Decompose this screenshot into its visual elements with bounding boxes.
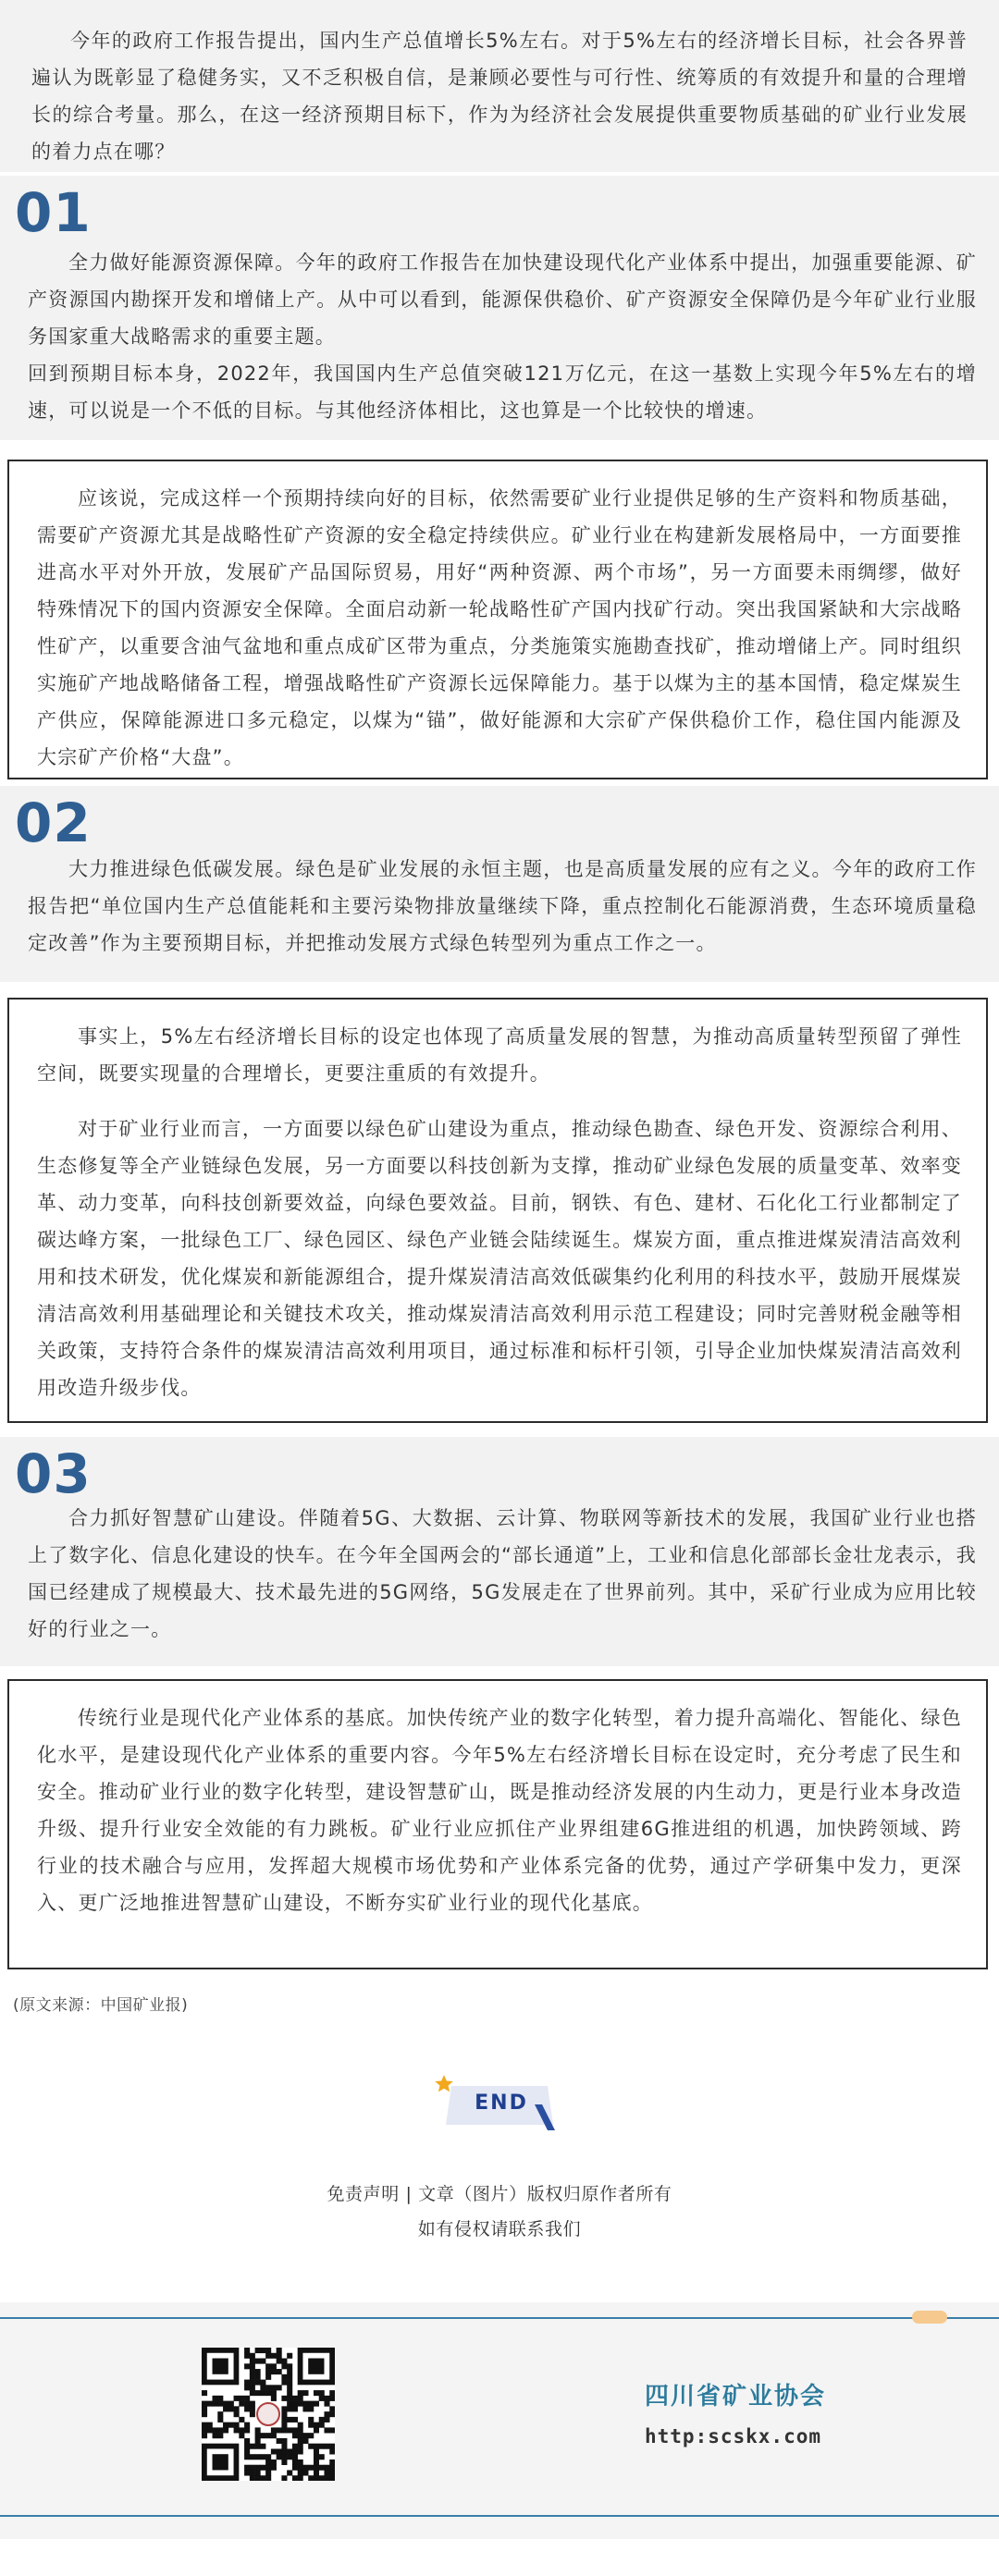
- org-name: 四川省矿业协会: [645, 2383, 827, 2410]
- end-badge: [435, 2067, 574, 2141]
- footer-bottom-line: [0, 2515, 999, 2517]
- intro-paragraph: 今年的政府工作报告提出，国内生产总值增长5%左右。对于5%左右的经济增长目标，社会各界普遍认为既彰显了稳健务实，又不乏积极自信，是兼顾必要性与可行性、统筹质的有效提升和量的合理增长的综合考量。那么，在这一经济预期目标下，作为为经济社会发展提供重要物质基础的矿业行业发展的着力点在哪？: [31, 30, 968, 163]
- disclaimer-line-2: 如有侵权请联系我们: [417, 2219, 582, 2239]
- source-note: (原文来源：中国矿业报): [13, 1996, 189, 2015]
- section-01-lead-2: 回到预期目标本身，2022年，我国国内生产总值突破121万亿元，在这一基数上实现今年5%左右的增速，可以说是一个不低的目标。与其他经济体相比，这也算是一个比较快的增速。: [28, 362, 977, 422]
- section-02-lead: 大力推进绿色低碳发展。绿色是矿业发展的永恒主题，也是高质量发展的应有之义。今年的政府工作报告把“单位国内生产总值能耗和主要污染物排放量继续下降，重点控制化石能源消费，生态环境质量稳定改善”作为主要预期目标，并把推动发展方式绿色转型列为重点工作之一。: [28, 858, 977, 954]
- section-02-block: [0, 786, 999, 982]
- section-02-box-paragraph-2: 对于矿业行业而言，一方面要以绿色矿山建设为重点，推动绿色勘查、绿色开发、资源综合利用、生态修复等全产业链绿色发展，另一方面要以科技创新为支撑，推动矿业绿色发展的质量变革、效率变革、动力变革，向科技创新要效益，向绿色要效益。目前，钢铁、有色、建材、石化化工行业都制定了碳达峰方案，一批绿色工厂、绿色园区、绿色产业链会陆续诞生。煤炭方面，重点推进煤炭清洁高效利用和技术研发，优化煤炭和新能源组合，提升煤炭清洁高效低碳集约化利用的科技水平，鼓励开展煤炭清洁高效利用基础理论和关键技术攻关，推动煤炭清洁高效利用示范工程建设；同时完善财税金融等相关政策，支持符合条件的煤炭清洁高效利用项目，通过标准和标杆引领，引导企业加快煤炭清洁高效利用改造升级步伐。: [37, 1118, 962, 1399]
- section-03-lead: 合力抓好智慧矿山建设。伴随着5G、大数据、云计算、物联网等新技术的发展，我国矿业行业也搭上了数字化、信息化建设的快车。在今年全国两会的“部长通道”上，工业和信息化部部长金壮龙表示，我国已经建成了规模最大、技术最先进的5G网络，5G发展走在了世界前列。其中，采矿行业成为应用比较好的行业之一。: [28, 1507, 977, 1640]
- section-03-block: [0, 1437, 999, 1666]
- qr-center-logo: [257, 2403, 279, 2425]
- section-03-box-paragraph: 传统行业是现代化产业体系的基底。加快传统产业的数字化转型，着力提升高端化、智能化、绿色化水平，是建设现代化产业体系的重要内容。今年5%左右经济增长目标在设定时，充分考虑了民生和安全。推动矿业行业的数字化转型，建设智慧矿山，既是推动经济发展的内生动力，更是行业本身改造升级、提升行业安全效能的有力跳板。矿业行业应抓住产业界组建6G推进组的机遇，加快跨领域、跨行业的技术融合与应用，发挥超大规模市场优势和产业体系完备的优势，通过产学研集中发力，更深入、更广泛地推进智慧矿山建设，不断夯实矿业行业的现代化基底。: [37, 1707, 962, 1914]
- footer-pill-decoration: [912, 2311, 947, 2324]
- end-star-icon: [435, 2075, 453, 2091]
- org-website[interactable]: http:scskx.com: [645, 2425, 822, 2447]
- disclaimer-line-1: 免责声明 | 文章（图片）版权归原作者所有: [327, 2184, 672, 2204]
- section-03-quote-box: [7, 1679, 988, 1969]
- intro-block: [0, 0, 999, 172]
- section-01-box-paragraph: 应该说，完成这样一个预期持续向好的目标，依然需要矿业行业提供足够的生产资料和物质基础，需要矿产资源尤其是战略性矿产资源的安全稳定持续供应。矿业行业在构建新发展格局中，一方面要推进高水平对外开放，发展矿产品国际贸易，用好“两种资源、两个市场”，另一方面要未雨绸缪，做好特殊情况下的国内资源安全保障。全面启动新一轮战略性矿产国内找矿行动。突出我国紧缺和大宗战略性矿产，以重要含油气盆地和重点成矿区带为重点，分类施策实施勘查找矿，推动增储上产。同时组织实施矿产地战略储备工程，增强战略性矿产资源长远保障能力。基于以煤为主的基本国情，稳定煤炭生产供应，保障能源进口多元稳定，以煤为“锚”，做好能源和大宗矿产保供稳价工作，稳住国内能源及大宗矿产价格“大盘”。: [37, 487, 962, 768]
- footer-top-line-overlay: [0, 2317, 999, 2319]
- qr-code-icon: [202, 2348, 335, 2481]
- footer-card: [0, 2302, 999, 2539]
- section-number-02: 02: [15, 791, 92, 854]
- section-02-box-paragraph-1: 事实上，5%左右经济增长目标的设定也体现了高质量发展的智慧，为推动高质量转型预留了弹性空间，既要实现量的合理增长，更要注重质的有效提升。: [37, 1025, 962, 1085]
- section-01-lead: 全力做好能源资源保障。今年的政府工作报告在加快建设现代化产业体系中提出，加强重要能源、矿产资源国内勘探开发和增储上产。从中可以看到，能源保供稳价、矿产资源安全保障仍是今年矿业行业服务国家重大战略需求的重要主题。: [28, 251, 977, 348]
- section-01-block: [0, 176, 999, 440]
- section-02-quote-box: [7, 998, 988, 1423]
- section-01-quote-box: [7, 460, 988, 779]
- end-label: END: [475, 2091, 528, 2115]
- section-number-01: 01: [15, 181, 92, 244]
- section-number-03: 03: [15, 1442, 92, 1505]
